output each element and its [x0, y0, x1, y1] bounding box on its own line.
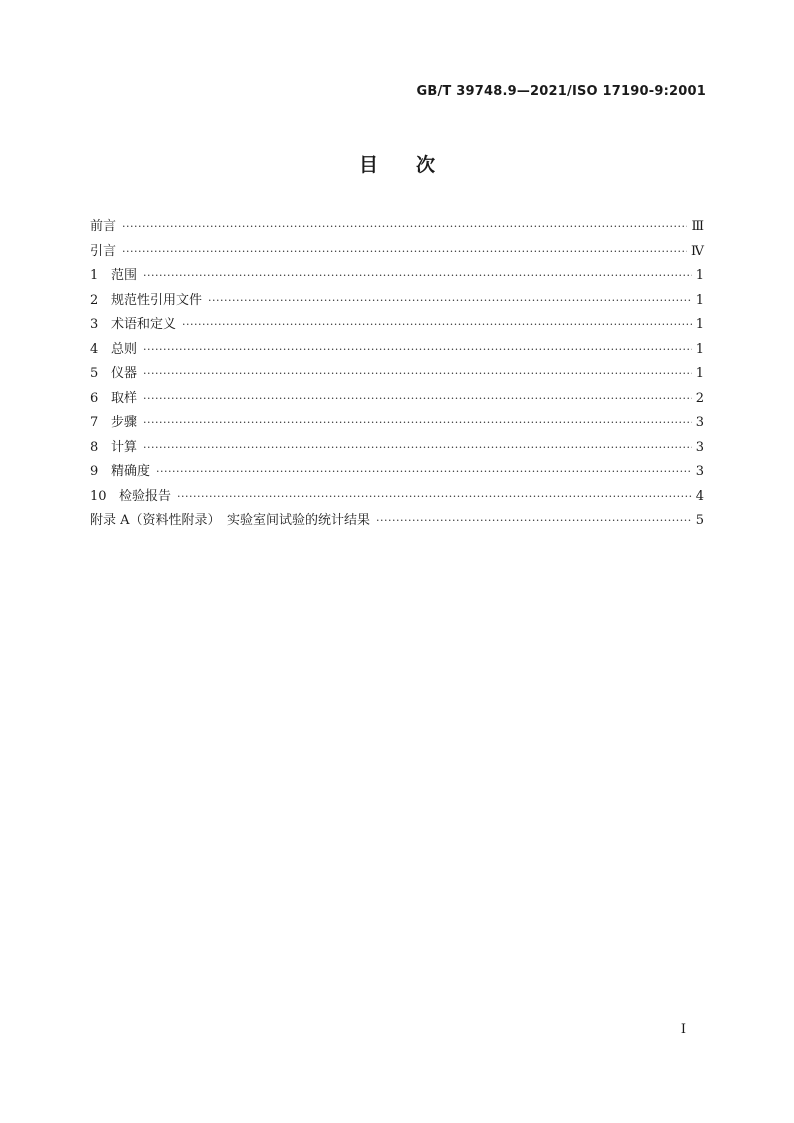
toc-leader-dots: [177, 485, 692, 510]
toc-entry-annex-a[interactable]: [90, 509, 704, 534]
toc-entry-label: [90, 289, 208, 314]
toc-entry-label: [90, 362, 143, 387]
toc-entry-introduction[interactable]: [90, 240, 704, 265]
toc-entry-procedure[interactable]: [90, 411, 704, 436]
toc-leader-dots: [143, 264, 692, 289]
toc-entry-apparatus[interactable]: [90, 362, 704, 387]
standard-code: GB/T 39748.9—2021/ISO 17190-9:2001: [416, 84, 706, 99]
toc-entry-label: [90, 338, 143, 363]
toc-leader-dots: [376, 509, 692, 534]
toc-entry-test-report[interactable]: [90, 485, 704, 510]
toc-entry-text: 术语和定义: [111, 317, 177, 332]
toc-entry-terms-definitions[interactable]: [90, 313, 704, 338]
toc-leader-dots: [143, 338, 692, 363]
toc-leader-dots: [122, 240, 687, 265]
toc-entry-number: 9: [90, 464, 99, 479]
toc-entry-label: [90, 387, 143, 412]
toc-entry-text: 检验报告: [119, 488, 172, 504]
toc-leader-dots: [143, 387, 692, 412]
toc-entry-page: 1: [695, 292, 704, 308]
toc-entry-page: 3: [695, 439, 704, 455]
toc-entry-page: 5: [695, 513, 704, 528]
toc-entry-text: 精确度: [111, 464, 151, 479]
toc-entry-page: 1: [695, 341, 704, 357]
toc-leader-dots: [143, 362, 692, 387]
toc-entry-text: 仪器: [111, 366, 138, 381]
toc-entry-text: 总则: [111, 341, 138, 357]
toc-entry-number: 3: [90, 317, 99, 332]
toc-entry-number: 10: [90, 488, 107, 504]
toc-leader-dots: [143, 436, 692, 461]
toc-entry-number: 7: [90, 415, 99, 430]
toc-entry-label: [90, 313, 182, 338]
toc-leader-dots: [182, 313, 692, 338]
toc-entry-foreword[interactable]: [90, 215, 704, 240]
toc-entry-general[interactable]: [90, 338, 704, 363]
toc-entry-page: 1: [695, 317, 704, 332]
toc-entry-number: 5: [90, 366, 99, 381]
toc-entry-precision[interactable]: [90, 460, 704, 485]
toc-entry-sampling[interactable]: [90, 387, 704, 412]
toc-entry-page: 3: [695, 464, 704, 479]
toc-entry-number: 8: [90, 439, 99, 455]
toc-entry-number: 6: [90, 390, 99, 406]
toc-entry-number: 2: [90, 292, 99, 308]
toc-entry-page: 3: [695, 415, 704, 430]
toc-entry-calculation[interactable]: [90, 436, 704, 461]
toc-entry-number: 1: [90, 268, 99, 283]
toc-leader-dots: [143, 411, 692, 436]
toc-entry-normative-references[interactable]: [90, 289, 704, 314]
toc-entry-label: [90, 436, 143, 461]
toc-entry-label: 引言: [90, 243, 117, 259]
toc-leader-dots: [208, 289, 692, 314]
toc-entry-page: Ⅲ: [691, 219, 704, 234]
toc-leader-dots: [122, 215, 687, 240]
toc-entry-page: 1: [695, 366, 704, 381]
toc-entry-text: 范围: [111, 268, 138, 283]
page-title: 目次: [358, 154, 473, 176]
toc-entry-label: 前言: [90, 219, 117, 234]
toc-entry-page: 2: [695, 390, 704, 406]
toc-entry-scope[interactable]: [90, 264, 704, 289]
toc-entry-text: 计算: [111, 439, 138, 455]
toc-entry-text: 步骤: [111, 415, 138, 430]
toc-entry-label: [90, 264, 143, 289]
toc-leader-dots: [156, 460, 692, 485]
toc-entry-text: 规范性引用文件: [111, 292, 203, 308]
toc-entry-label: [90, 411, 143, 436]
toc-entry-page: 1: [695, 268, 704, 283]
toc-entry-text: 取样: [111, 390, 138, 406]
toc-entry-label: [90, 460, 156, 485]
table-of-contents: [90, 215, 704, 534]
toc-entry-label: [90, 485, 177, 510]
toc-entry-number: 4: [90, 341, 99, 357]
page-number: I: [680, 1022, 686, 1037]
toc-entry-label: 附录 A（资料性附录） 实验室间试验的统计结果: [90, 513, 371, 528]
toc-entry-page: Ⅳ: [691, 243, 704, 259]
toc-entry-page: 4: [695, 488, 704, 504]
